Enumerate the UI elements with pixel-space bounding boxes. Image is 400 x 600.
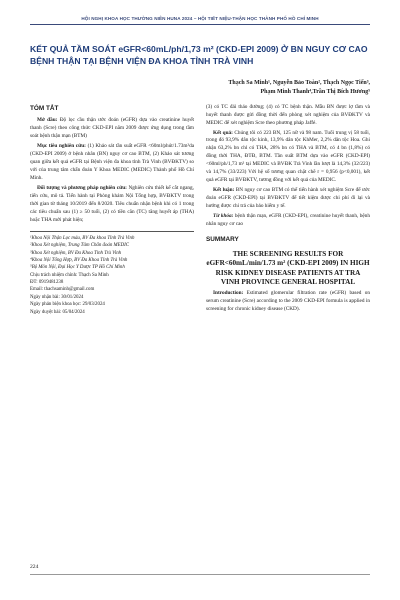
abstract-method-text: Nghiên cứu thiết kế cắt ngang, tiến cứu, mô tả. Tiến hành tại Phòng khám Nội Tổng hợp, BVĐKTV trong thời gian từ tháng 10/2019 đến 8/2020. Tiêu chuẩn nhận bệnh khi có 1 trong các tiêu chuẩn sau (1) ≥ 50 tuổi, (2) có tiền căn (TC) tăng huyết áp (THA) hoặc THA mới phát hiện; — [30, 185, 194, 223]
footnote-1: ¹Khoa Nội Thận Lọc máu, BV Đa khoa Tỉnh Trà Vinh — [30, 235, 135, 241]
footnotes — [30, 231, 194, 316]
running-head: HỘI NGHỊ KHOA HỌC THƯỜNG NIÊN HUNA 2024 – HỘI TIẾT NIỆU-THẬN HỌC THÀNH PHỐ HỒ CHÍ MINH — [30, 16, 370, 25]
abstract-criteria-cont: (3) có TC đái tháo đường; (4) có TC bệnh thận. Mẫu BN được lợ tầm và huyết thanh được gửi đồng thời đến phòng xét nghiệm của BVĐKTV và MEDIC để xét nghiệm Scre theo phương pháp Jaffé. — [206, 103, 370, 126]
date-accepted: Ngày duyệt bài: 05/04/2024 — [30, 309, 85, 315]
abstract-conclusion-label: Kết luận: — [213, 187, 235, 194]
authors-line-2: Phạm Minh Thanh⁴,Trần Thị Bích Hương⁵ — [260, 88, 370, 95]
right-column — [206, 104, 370, 317]
footnote-5: ⁵Bộ Môn Nội, Đại Học Y Dược TP Hồ Chí Minh — [30, 265, 125, 271]
abstract-intro-text: Độ lọc cầu thận ước đoán (eGFR) dựa vào creatinine huyết thanh (Scre) theo công thức CKD-EPI năm 2009 được ứng dụng trong tầm soát bệnh thận mạn (BTM) — [30, 117, 195, 140]
footnote-2: ²Khoa Xét nghiệm, Trung Tâm Chẩn đoán MEDIC — [30, 243, 130, 249]
abstract-method — [30, 185, 194, 225]
page-number: 224 — [30, 564, 39, 570]
abstract-aim — [30, 143, 194, 183]
corresponding-author: Chịu trách nhiệm chính: Thạch Sa Minh — [30, 272, 109, 278]
abstract-aim-text: (1) Khảo sát tần suất eGFR <60ml/phút/1.73m²da (CKD-EPI 2009) ở bệnh nhân (BN) nguy cơ cao BTM, (2) Khảo sát tương quan giữa kết quả eGFR tại Bệnh viện đa khoa tỉnh Trà Vinh (BVĐKTV) so với của trung tâm chẩn đoán Y Khoa MEDIC (MEDIC) Thành phố Hồ Chí Minh. — [30, 143, 195, 182]
summary-vi-heading: TÓM TẮT — [30, 104, 59, 112]
footnote-4: ⁴Khoa Nội Tổng Hợp, BV Đa Khoa Tỉnh Trà Vinh — [30, 258, 128, 263]
abstract-keywords — [206, 213, 370, 229]
footnote-3: ³Khoa Xét nghiệm, BV Đa Khoa Tỉnh Trà Vinh — [30, 250, 122, 256]
abstract-aim-label: Mục tiêu nghiên cứu: — [37, 143, 86, 150]
email-address: Email: thachsaminh@gmail.com — [30, 287, 95, 293]
phone-number: ĐT: 0919481238 — [30, 280, 64, 286]
bottom-rule — [30, 574, 370, 575]
abstract-result-text: Chúng tôi có 223 BN, 125 nữ và 98 nam. Tuổi trung vị 58 tuổi, trong đó 93,9% dân tộc kinh, 13,9% dân tộc KhMer, 2,2% dân tộc Hoa. Ghi nhận 63,2% bn chỉ có THA, 28% bn có THA và BTM, có 4 bn (1,8%) có đồng thời THA, ĐTĐ, BTM. Tần suất BTM dựa vào eGFR (CKD-EPI)<60ml/ph/1,73 m² tại MEDIC và BVĐK Trà Vinh lần lượt là 14,3% (32/223) và 14,7% (33/223) Với hệ số tương quan chặt chẽ r = 0,956 (p<0,001), kết quả eGFR tại BVĐKTV, tương đồng với kết quả của MEDIC. — [206, 129, 370, 184]
english-intro — [206, 290, 370, 314]
abstract-intro-label: Mở đầu: — [37, 117, 58, 124]
abstract-keywords-text: bệnh thận mạn, eGFR (CKD-EPI), creatinine huyết thanh, bệnh nhân nguy cơ cao — [206, 213, 370, 228]
abstract-keywords-label: Từ khóa: — [213, 213, 234, 220]
date-received: Ngày nhận bài: 30/01/2024 — [30, 294, 84, 300]
abstract-intro — [30, 117, 194, 141]
article-title: KẾT QUẢ TẦM SOÁT eGFR<60mL/ph/1,73 m² (CKD-EPI 2009) Ở BN NGUY CƠ CAO BỆNH THẬN TẠI BỆNH VIỆN ĐA KHOA TỈNH TRÀ VINH — [30, 44, 368, 67]
abstract-result-label: Kết quả: — [213, 129, 233, 136]
abstract-result — [206, 130, 370, 186]
abstract-conclusion — [206, 187, 370, 211]
authors-line-1: Thạch Sa Minh¹, Nguyễn Bảo Toàn², Thạch Ngọc Tiến³, — [228, 80, 370, 87]
abstract-conclusion-text: BN nguy cơ cao BTM có thể tiến hành xét nghiệm Scre để ước đoán eGFR (CKD-EPI) tại BVĐKTV để tiết kiệm được chi phí đi lại và hướng được chi trả của bảo hiểm y tế. — [206, 187, 371, 210]
summary-en-heading: SUMMARY — [206, 236, 239, 244]
english-intro-text: Estimated glomerular filtration rate (eGFR) based on serum creatinine (Scre) according to the 2009 CKD-EPI formula is applied in screening for chronic kidney disease (CKD). — [206, 290, 371, 313]
abstract-method-label: Đối tượng và phương pháp nghiên cứu: — [37, 185, 127, 192]
date-reviewed: Ngày phản biện khoa học: 29/03/2024 — [30, 302, 105, 308]
english-intro-label: Introduction: — [213, 290, 244, 297]
left-column — [30, 104, 194, 317]
author-list — [30, 79, 370, 95]
english-title: THE SCREENING RESULTS FOR eGFR<60mL/min/1.73 m² (CKD-EPI 2009) IN HIGH RISK KIDNEY DISEASE PATIENTS AT TRA VINH PROVINCE GENERAL HOSPITAL — [206, 249, 370, 286]
two-column-body — [30, 104, 370, 317]
